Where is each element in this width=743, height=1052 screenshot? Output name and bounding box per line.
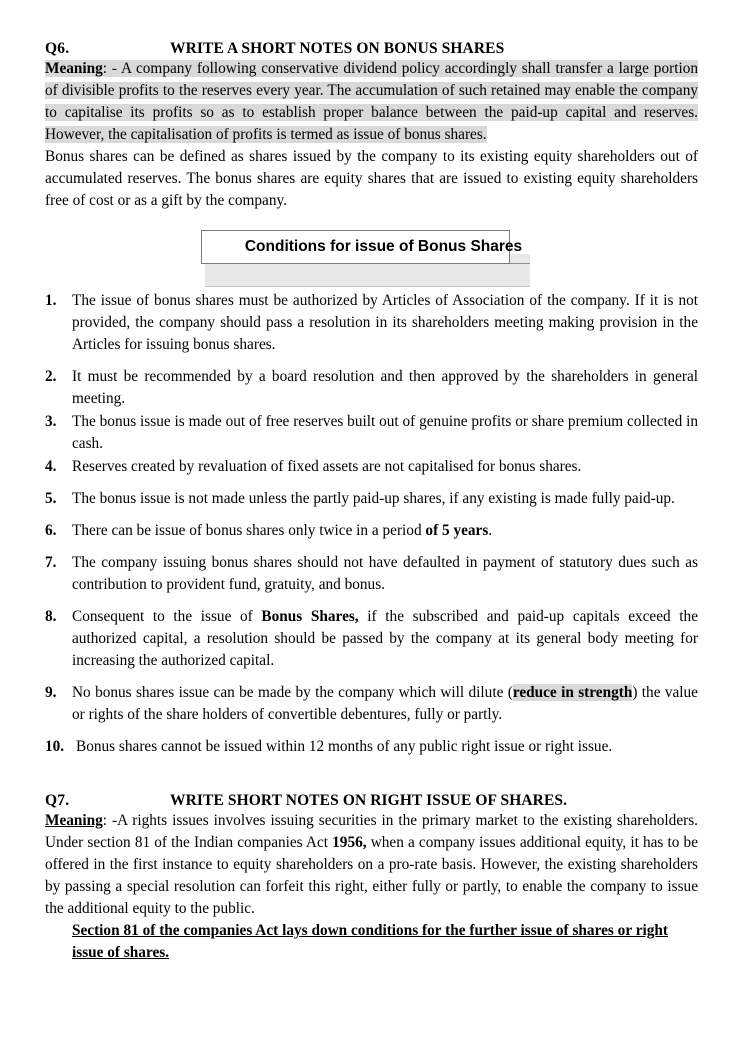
q6-meaning-paragraph [45, 58, 698, 146]
condition-item [45, 366, 698, 410]
condition-number: 5. [45, 490, 57, 508]
condition-text [72, 554, 698, 593]
q6-label: Q6. [45, 40, 70, 57]
condition-item [45, 606, 698, 672]
q6-meaning-label: Meaning [45, 60, 103, 77]
condition-text [72, 458, 581, 475]
condition-number: 4. [45, 458, 57, 476]
condition-item [45, 488, 698, 510]
conditions-callout [45, 228, 698, 290]
condition-item [45, 520, 698, 542]
q7-title: WRITE SHORT NOTES ON RIGHT ISSUE OF SHARES. [170, 792, 568, 810]
condition-number: 7. [45, 554, 57, 572]
q7-meaning-paragraph [45, 810, 698, 920]
condition-number: 8. [45, 608, 57, 626]
condition-text [72, 490, 675, 507]
q6-heading-row [45, 40, 698, 58]
text-run: The bonus issue is not made unless the partly paid-up shares, if any existing is made fully paid-up. [72, 490, 675, 508]
condition-number: 1. [45, 292, 57, 310]
conditions-list [45, 290, 698, 758]
condition-text [76, 738, 612, 755]
condition-number: 10. [45, 738, 65, 756]
condition-text [72, 368, 698, 407]
condition-text [72, 522, 492, 539]
q7-heading-row [45, 792, 698, 810]
text-run: The bonus issue is made out of free reserves built out of genuine profits or share premium collected in cash. [72, 413, 698, 453]
text-run: There can be issue of bonus shares only twice in a period [72, 522, 426, 540]
text-run: It must be recommended by a board resolution and then approved by the shareholders in general meeting. [72, 368, 698, 408]
text-run: 1956, [332, 834, 367, 852]
condition-number: 9. [45, 684, 57, 702]
q6-definition-paragraph: Bonus shares can be defined as shares issued by the company to its existing equity shareholders out of accumulated reserves. The bonus shares are equity shares that are issued to existing equity shareholders free of cost or as a gift by the company. [45, 148, 698, 210]
condition-number: 3. [45, 413, 57, 431]
text-run: Consequent to the issue of [72, 608, 262, 626]
text-run: Bonus Shares, [261, 608, 359, 626]
condition-item [45, 411, 698, 455]
condition-number: 2. [45, 368, 57, 386]
text-run: of 5 years [425, 522, 489, 540]
condition-text [72, 292, 698, 353]
q6-meaning-text: : - A company following conservative dividend policy accordingly shall transfer a large portion of divisible profits to the reserves every year. The accumulation of such retained may enable the company to capitalise its profits so as to establish proper balance between the paid-up capital and reserves. However, the capitalisation of profits is termed as issue of bonus shares. [45, 60, 698, 144]
condition-text [72, 608, 698, 669]
text-run: Reserves created by revaluation of fixed assets are not capitalised for bonus shares. [72, 458, 582, 476]
q6-title: WRITE A SHORT NOTES ON BONUS SHARES [170, 40, 505, 57]
text-run: No bonus shares issue can be made by the company which will dilute ( [72, 684, 513, 702]
text-run: when a company issues additional equity, it has to be offered in the first instance to equity shareholders on a pro-rate basis. However, the existing shareholders by passing a special resolution can forfeit this right, either fully or partly, to enable the company to issue the additional equity to the public. [45, 834, 698, 918]
text-run: Bonus shares cannot be issued within 12 months of any public right issue or right issue. [76, 738, 613, 756]
condition-item [45, 736, 698, 758]
q7-section-note-paragraph [45, 920, 698, 964]
condition-item [45, 552, 698, 596]
condition-item [45, 290, 698, 356]
callout-box [201, 230, 523, 264]
q7-meaning-text [45, 812, 698, 917]
q7-meaning-label: Meaning [45, 812, 103, 830]
text-run: ) the value or rights of the share holders of convertible debentures, fully or partly. [72, 684, 698, 724]
text-run: reduce in strength [512, 684, 633, 702]
callout-title: Conditions for issue of Bonus Shares [244, 238, 523, 256]
condition-text [72, 684, 698, 723]
condition-text [72, 413, 698, 452]
condition-number: 6. [45, 522, 57, 540]
text-run: The company issuing bonus shares should not have defaulted in payment of statutory dues such as contribution to provident fund, gratuity, and bonus. [72, 554, 698, 594]
text-run: : -A rights issues involves issuing securities in the primary market to the existing shareholders. Under section 81 of the Indian companies Act [45, 812, 698, 852]
q7-section-note: Section 81 of the companies Act lays down conditions for the further issue of shares or right issue of shares. [72, 922, 668, 962]
text-run: if the subscribed and paid-up capitals exceed the authorized capital, a resolution should be passed by the company at its general body meeting for increasing the authorized capital. [72, 608, 698, 670]
q7-label: Q7. [45, 792, 70, 810]
condition-item [45, 682, 698, 726]
condition-item [45, 456, 698, 478]
text-run: . [488, 522, 493, 540]
text-run: The issue of bonus shares must be authorized by Articles of Association of the company. If it is not provided, the company should pass a resolution in its shareholders meeting making provision in the Articles for issuing bonus shares. [72, 292, 698, 354]
